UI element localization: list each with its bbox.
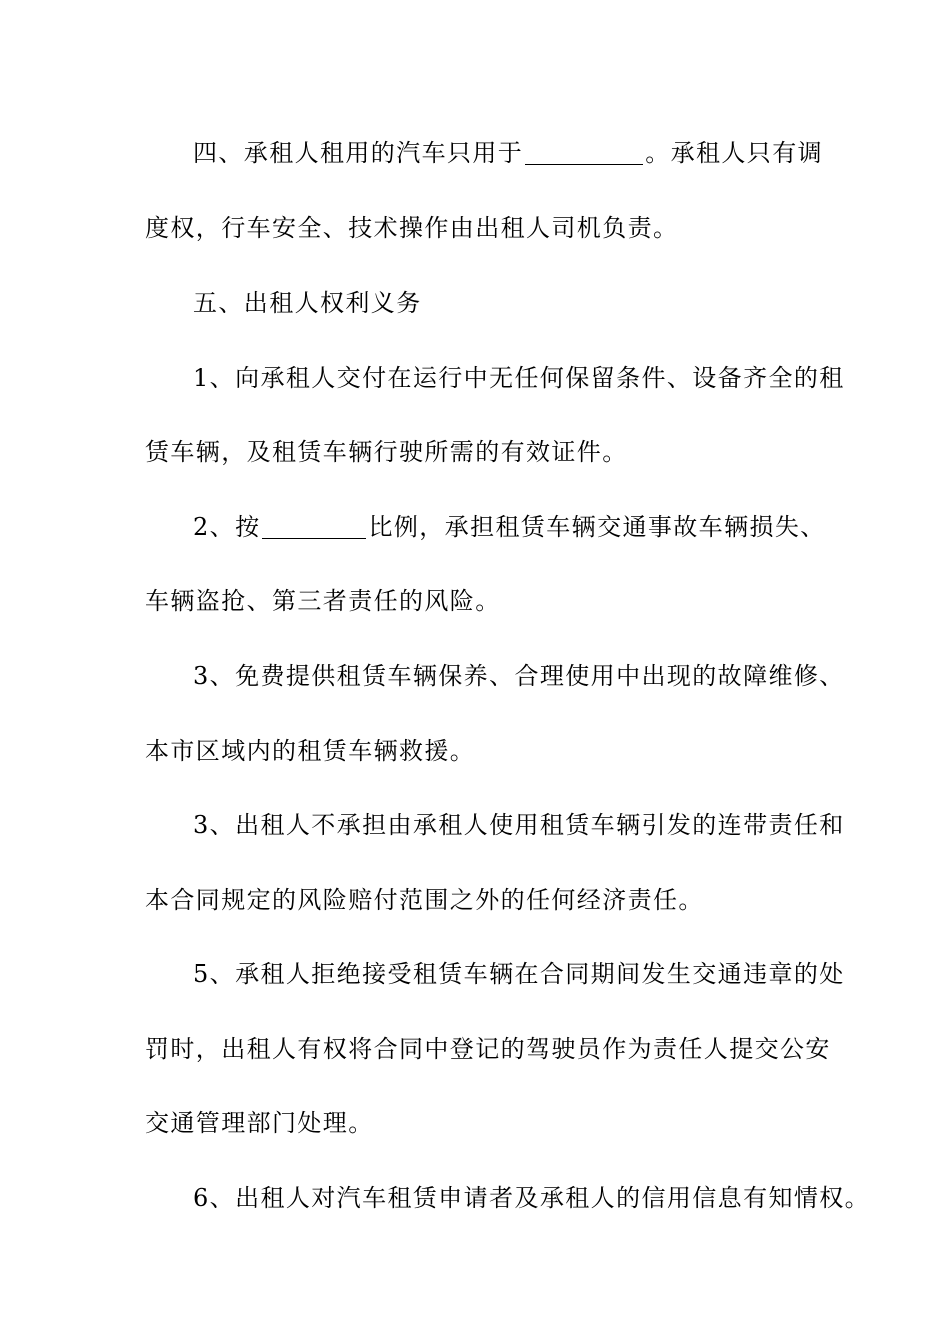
paragraph-line: 3、免费提供租赁车辆保养、合理使用中出现的故障维修、 <box>193 662 845 690</box>
paragraph-line: 车辆盗抢、第三者责任的风险。 <box>145 587 501 615</box>
text-segment: 2、按 <box>193 513 261 541</box>
paragraph-line: 赁车辆，及租赁车辆行驶所需的有效证件。 <box>145 438 628 466</box>
fill-in-blank-purpose[interactable] <box>525 138 643 165</box>
paragraph-line: 1、向承租人交付在运行中无任何保留条件、设备齐全的租 <box>193 364 845 392</box>
paragraph-line: 罚时，出租人有权将合同中登记的驾驶员作为责任人提交公安 <box>145 1035 831 1063</box>
paragraph-line: 度权，行车安全、技术操作由出租人司机负责。 <box>145 214 679 242</box>
text-segment: 四、承租人租用的汽车只用于 <box>193 139 524 167</box>
paragraph-line: 5、承租人拒绝接受租赁车辆在合同期间发生交通违章的处 <box>193 960 845 988</box>
paragraph-line: 本市区域内的租赁车辆救援。 <box>145 737 476 765</box>
paragraph-line-ratio <box>193 507 826 547</box>
paragraph-line: 本合同规定的风险赔付范围之外的任何经济责任。 <box>145 886 704 914</box>
text-segment: 比例，承担租赁车辆交通事故车辆损失、 <box>368 513 826 541</box>
section-heading: 五、出租人权利义务 <box>193 289 422 317</box>
paragraph-line: 6、出租人对汽车租赁申请者及承租人的信用信息有知情权。 <box>193 1184 871 1212</box>
text-segment: 。承租人只有调 <box>645 139 824 167</box>
paragraph-line: 3、出租人不承担由承租人使用租赁车辆引发的连带责任和 <box>193 811 845 839</box>
paragraph-line: 交通管理部门处理。 <box>145 1109 374 1137</box>
paragraph-line-usage <box>193 133 823 173</box>
fill-in-blank-ratio[interactable] <box>262 512 366 539</box>
